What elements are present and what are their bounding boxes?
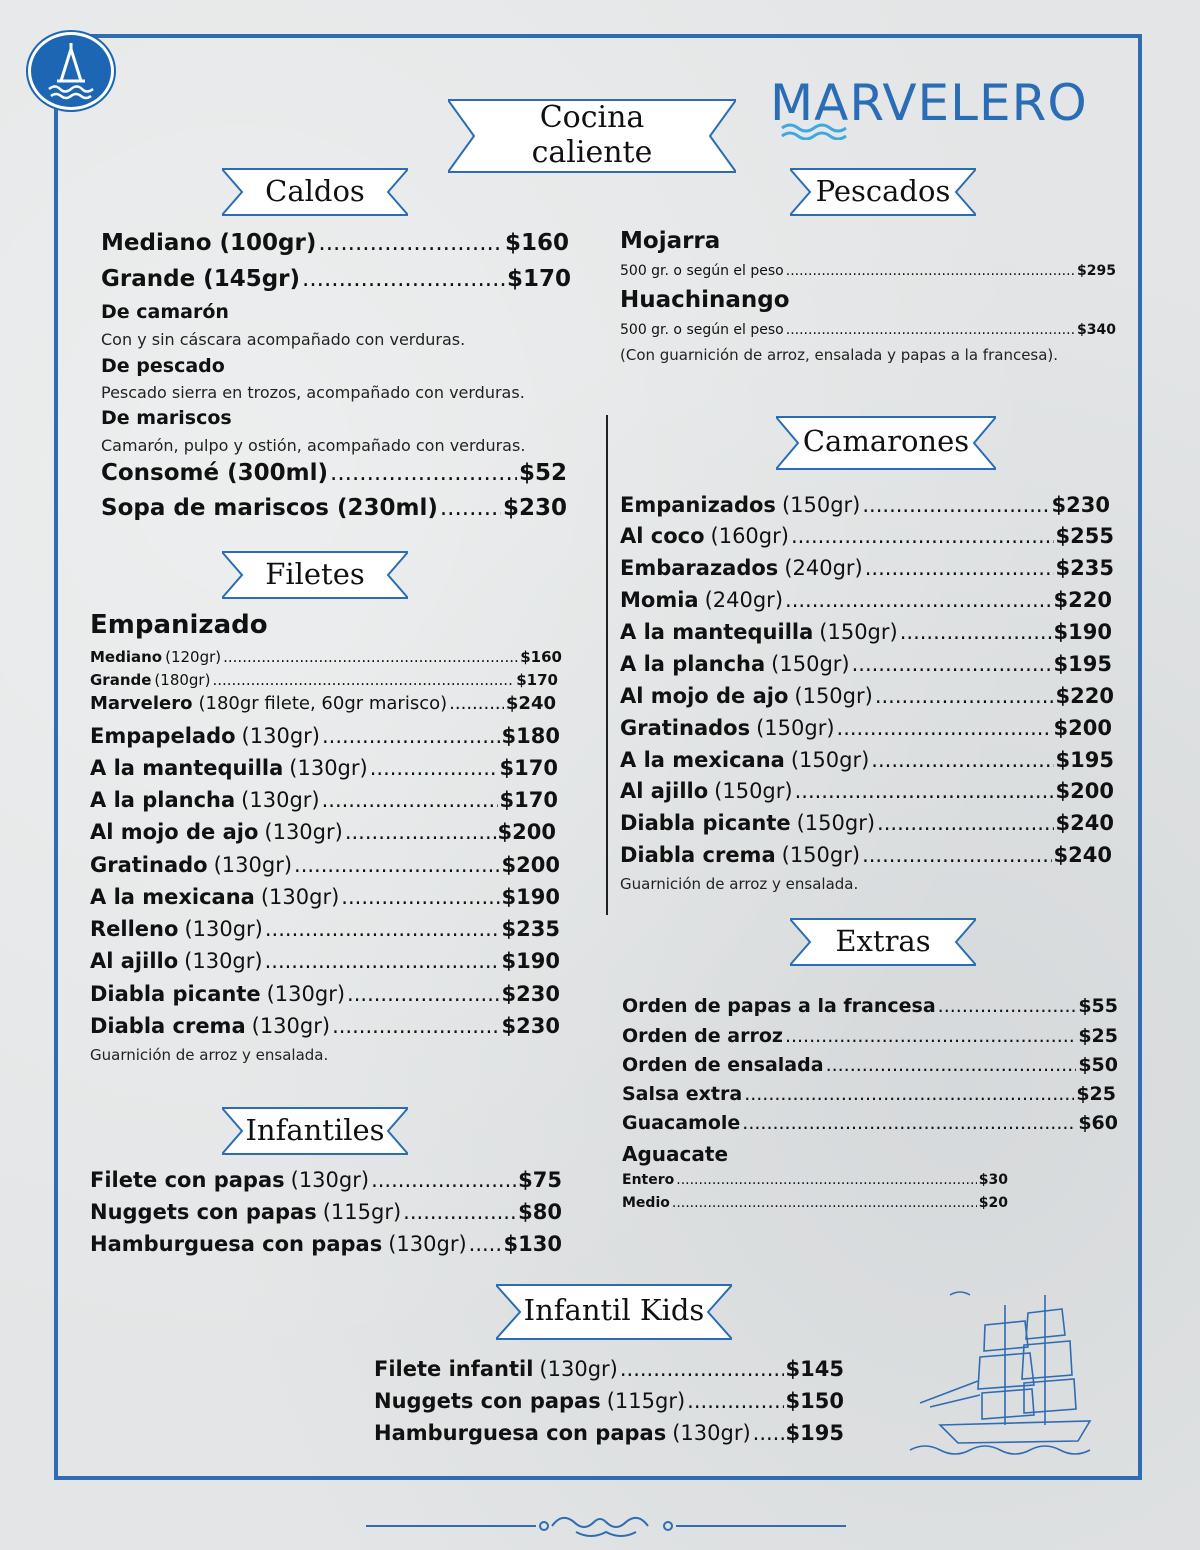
menu-item: Filete infantil (130gr) ..... $145 [374, 1357, 844, 1381]
menu-item: Diabla picante (130gr) ..... $230 [90, 982, 560, 1006]
menu-item: Diabla crema (150gr) ..... $240 [620, 843, 1112, 867]
menu-item: Sopa de mariscos (230ml) ..... $230 [101, 495, 567, 521]
caldo-type: De camarón [101, 301, 229, 323]
filetes-title: Filetes [265, 557, 365, 591]
menu-item: Hamburguesa con papas (130gr) ..... $130 [90, 1232, 562, 1256]
menu-item: Marvelero (180gr filete, 60gr marisco) ..... $240 [90, 693, 556, 714]
ornament-divider-icon [366, 1510, 846, 1540]
caldos-title: Caldos [265, 174, 365, 208]
menu-item: Empapelado (130gr) ..... $180 [90, 724, 560, 748]
menu-item: A la mexicana (150gr) ..... $195 [620, 748, 1114, 772]
extras-ribbon [790, 918, 976, 966]
caldos-ribbon [222, 168, 408, 216]
menu-item: Entero ..... $30 [622, 1172, 1008, 1188]
menu-item: Consomé (300ml) ..... $52 [101, 460, 567, 486]
caldo-desc: Con y sin cáscara acompañado con verduras. [101, 330, 466, 349]
menu-item: Filete con papas (130gr) ..... $75 [90, 1168, 562, 1192]
menu-item: A la mantequilla (130gr) ..... $170 [90, 756, 558, 780]
header-ribbon [448, 98, 736, 174]
pescados-note: (Con guarnición de arroz, ensalada y papas a la francesa). [620, 346, 1059, 364]
aguacate-title: Aguacate [622, 1142, 729, 1166]
camarones-title: Camarones [802, 424, 970, 458]
menu-item: 500 gr. o según el peso ..... $295 [620, 263, 1116, 279]
menu-item: Hamburguesa con papas (130gr) ..... $195 [374, 1421, 844, 1445]
infantiles-title: Infantiles [245, 1113, 385, 1147]
menu-item: A la plancha (130gr) ..... $170 [90, 788, 558, 812]
menu-item: Medio ..... $20 [622, 1195, 1008, 1211]
svg-text:MARVELERO: MARVELERO [770, 74, 1088, 132]
menu-item: Mediano (120gr) ..... $160 [90, 648, 562, 666]
caldo-desc: Pescado sierra en trozos, acompañado con verduras. [101, 383, 525, 402]
column-divider [606, 415, 608, 915]
menu-item: Grande (180gr) ..... $170 [90, 671, 558, 689]
anchor-badge-icon [28, 32, 114, 110]
sailing-ship-icon [900, 1285, 1110, 1460]
menu-item: Momia (240gr) ..... $220 [620, 588, 1112, 612]
menu-item: Nuggets con papas (115gr) ..... $80 [90, 1200, 562, 1224]
menu-item: Al mojo de ajo (130gr) ..... $200 [90, 820, 556, 844]
menu-item: Relleno (130gr) ..... $235 [90, 917, 560, 941]
kids-title: Infantil Kids [523, 1293, 705, 1327]
menu-item: Al coco (160gr) ..... $255 [620, 524, 1114, 548]
menu-item: Gratinado (130gr) ..... $200 [90, 853, 560, 877]
fish-name: Huachinango [620, 287, 790, 313]
camarones-ribbon [776, 416, 996, 470]
menu-item: Al ajillo (130gr) ..... $190 [90, 949, 560, 973]
camarones-note: Guarnición de arroz y ensalada. [620, 875, 859, 893]
menu-item: Diabla crema (130gr) ..... $230 [90, 1014, 560, 1038]
menu-item: Empanizados (150gr) ..... $230 [620, 493, 1110, 517]
extras-title: Extras [835, 924, 931, 958]
menu-item: Salsa extra ..... $25 [622, 1083, 1116, 1105]
menu-item: Nuggets con papas (115gr) ..... $150 [374, 1389, 844, 1413]
header-title: Cocina caliente [531, 100, 653, 170]
menu-item: Al mojo de ajo (150gr) ..... $220 [620, 684, 1114, 708]
menu-item: 500 gr. o según el peso ..... $340 [620, 322, 1116, 338]
menu-item: Diabla picante (150gr) ..... $240 [620, 811, 1114, 835]
menu-item: Orden de ensalada ..... $50 [622, 1054, 1118, 1076]
menu-item: A la plancha (150gr) ..... $195 [620, 652, 1112, 676]
fish-name: Mojarra [620, 228, 721, 254]
menu-item: Mediano (100gr) ..... $160 [101, 230, 569, 256]
filetes-note: Guarnición de arroz y ensalada. [90, 1046, 329, 1064]
menu-item: Grande (145gr) ..... $170 [101, 266, 571, 292]
menu-item: Orden de arroz ..... $25 [622, 1025, 1118, 1047]
brand-logo [770, 70, 1130, 140]
caldo-desc: Camarón, pulpo y ostión, acompañado con verduras. [101, 436, 526, 455]
menu-item: Orden de papas a la francesa ..... $55 [622, 995, 1118, 1017]
menu-item: Al ajillo (150gr) ..... $200 [620, 779, 1114, 803]
infantiles-ribbon [222, 1107, 408, 1155]
menu-item: Gratinados (150gr) ..... $200 [620, 716, 1112, 740]
caldo-type: De pescado [101, 355, 225, 377]
pescados-title: Pescados [815, 174, 951, 208]
filetes-subtitle: Empanizado [90, 610, 268, 640]
menu-item: A la mexicana (130gr) ..... $190 [90, 885, 560, 909]
filetes-ribbon [222, 551, 408, 599]
kids-ribbon [496, 1284, 732, 1340]
menu-item: Embarazados (240gr) ..... $235 [620, 556, 1114, 580]
menu-item: Guacamole ..... $60 [622, 1112, 1118, 1134]
caldo-type: De mariscos [101, 407, 232, 429]
pescados-ribbon [790, 168, 976, 216]
menu-item: A la mantequilla (150gr) ..... $190 [620, 620, 1112, 644]
